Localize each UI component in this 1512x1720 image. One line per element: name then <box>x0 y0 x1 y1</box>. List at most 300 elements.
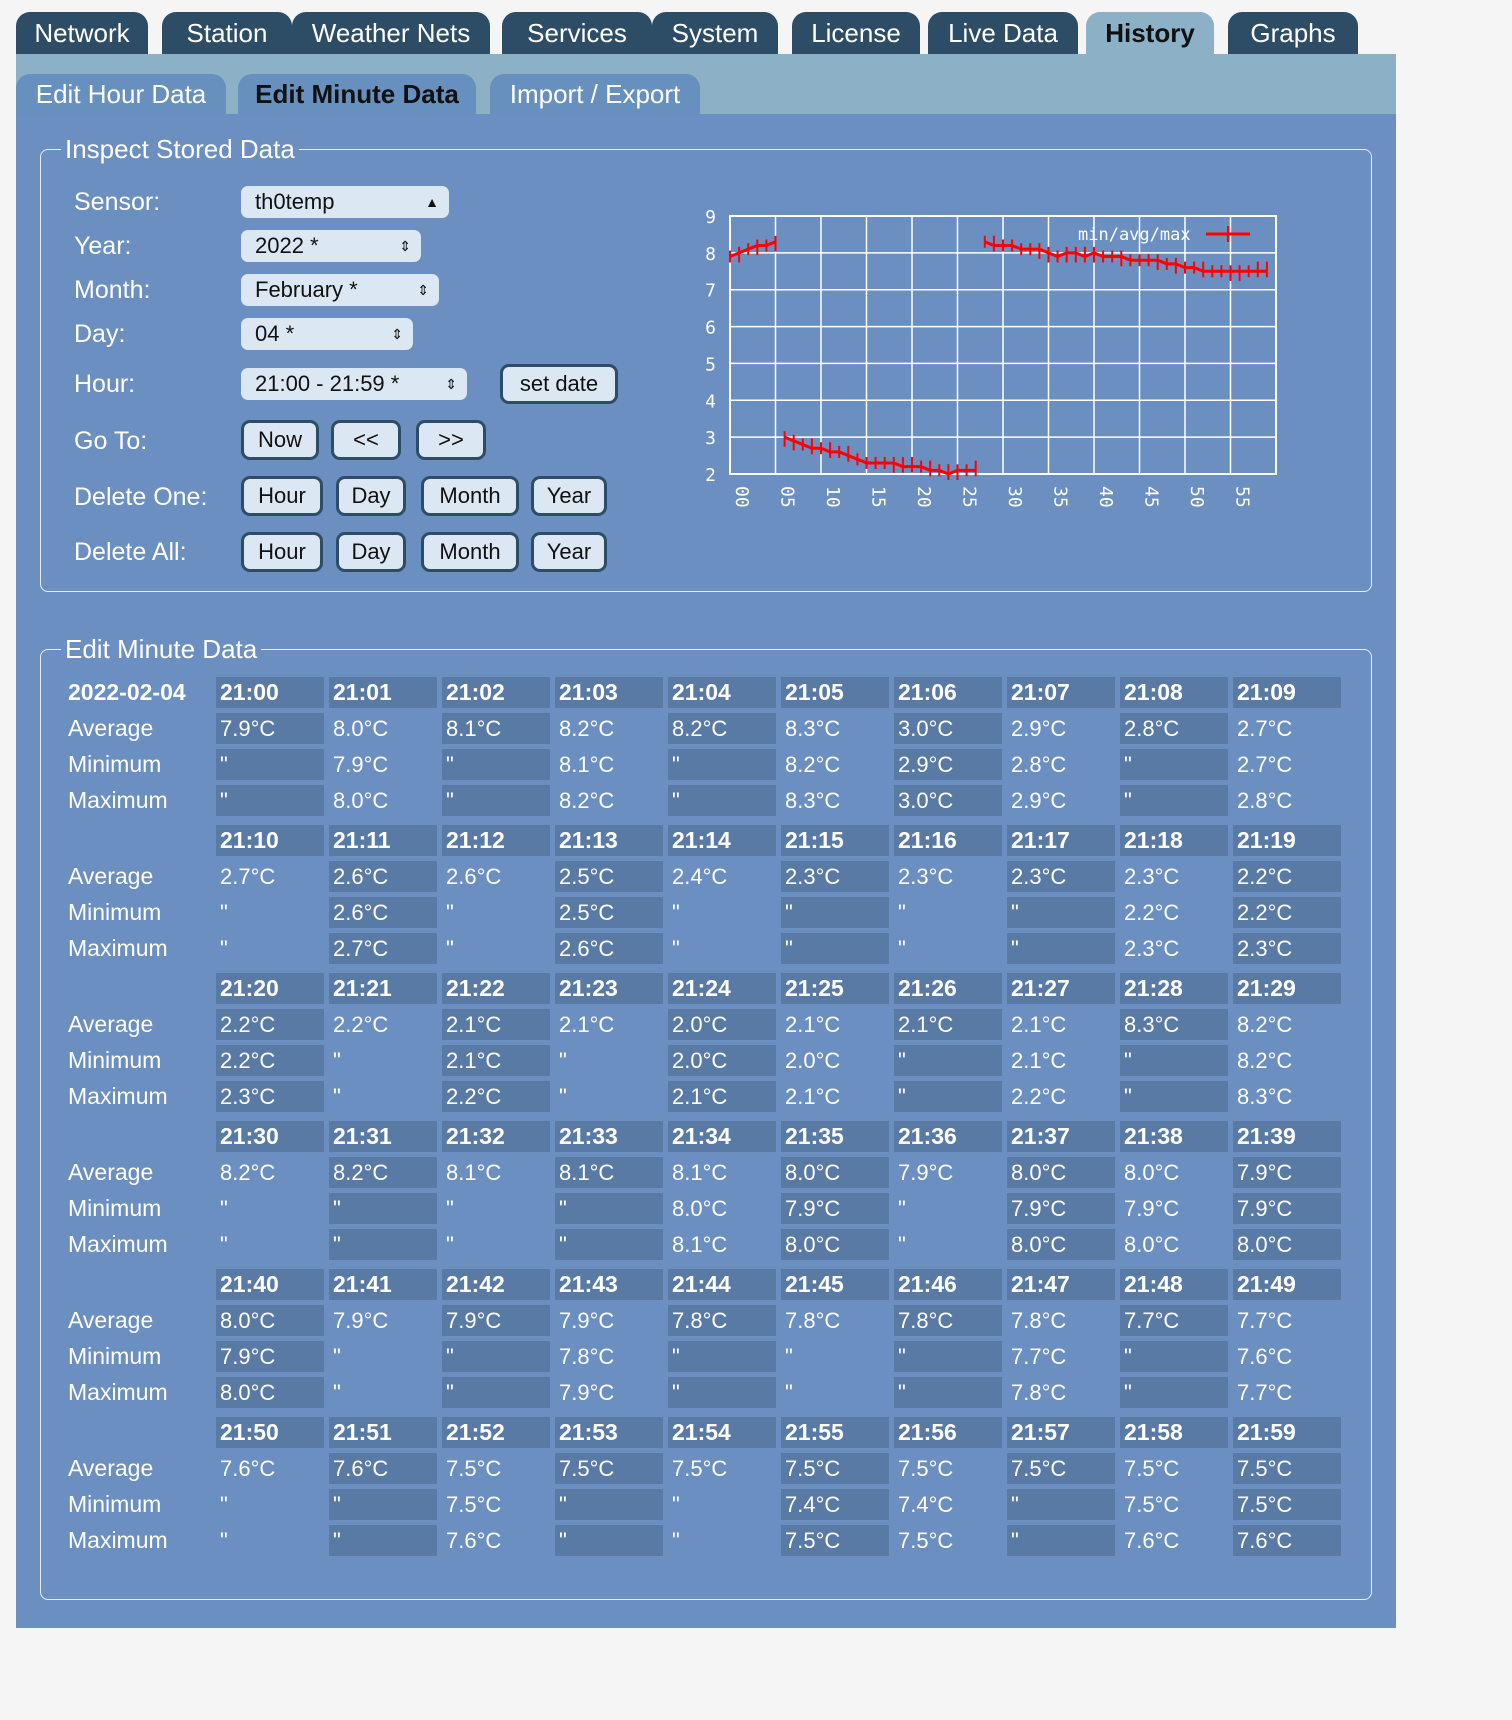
cell-max[interactable]: " <box>329 1229 437 1260</box>
cell-max[interactable]: 7.5°C <box>781 1525 889 1556</box>
y-tick-label: 9 <box>705 207 716 228</box>
cell-avg[interactable]: 7.5°C <box>672 1456 728 1481</box>
cell-min[interactable]: 7.9°C <box>333 752 389 777</box>
cell-min[interactable]: " <box>672 900 680 925</box>
cell-max[interactable]: " <box>216 785 324 816</box>
cell-min[interactable]: 8.2°C <box>785 752 841 777</box>
cell-min[interactable]: " <box>442 749 550 780</box>
cell-avg[interactable]: 2.1°C <box>1011 1012 1067 1037</box>
minute-header: 21:45 <box>781 1269 889 1300</box>
delete-all-label: Delete All: <box>74 538 187 566</box>
cell-avg[interactable]: 2.7°C <box>1237 716 1293 741</box>
cell-min[interactable]: 2.1°C <box>1011 1048 1067 1073</box>
cell-avg[interactable]: 7.8°C <box>894 1305 1002 1336</box>
cell-min[interactable]: " <box>216 749 324 780</box>
cell-max[interactable]: 3.0°C <box>894 785 1002 816</box>
cell-min[interactable]: " <box>898 900 906 925</box>
cell-max[interactable]: " <box>898 936 906 961</box>
cell-avg[interactable]: 2.3°C <box>1007 861 1115 892</box>
tab-weather-nets[interactable]: Weather Nets <box>292 12 490 54</box>
cell-max[interactable]: " <box>1120 785 1228 816</box>
y-tick-label: 3 <box>705 428 716 450</box>
year-select[interactable] <box>241 230 421 262</box>
minute-header: 21:12 <box>442 825 550 856</box>
cell-min[interactable]: " <box>894 1045 1002 1076</box>
cell-min[interactable]: " <box>333 1344 341 1369</box>
cell-avg[interactable]: 8.2°C <box>220 1160 276 1185</box>
cell-avg[interactable]: 7.5°C <box>1233 1453 1341 1484</box>
minute-header: 21:48 <box>1120 1269 1228 1300</box>
cell-min[interactable]: 8.1°C <box>559 752 615 777</box>
minute-header: 21:52 <box>442 1417 550 1448</box>
x-tick-label: 35 <box>1049 486 1071 508</box>
subtab-edit-hour-data[interactable]: Edit Hour Data <box>16 74 226 114</box>
cell-avg[interactable]: 8.3°C <box>1120 1009 1228 1040</box>
cell-avg[interactable]: 2.7°C <box>220 864 276 889</box>
cell-avg[interactable]: 2.3°C <box>898 864 954 889</box>
minute-header: 21:50 <box>216 1417 324 1448</box>
cell-max[interactable]: " <box>672 1528 680 1553</box>
minute-header: 21:13 <box>555 825 663 856</box>
cell-min[interactable]: 2.6°C <box>329 897 437 928</box>
cell-min[interactable]: 7.9°C <box>1233 1193 1341 1224</box>
cell-min[interactable]: 2.7°C <box>1237 752 1293 777</box>
cell-min[interactable]: 2.2°C <box>1233 897 1341 928</box>
sensor-select[interactable] <box>241 186 449 218</box>
delete-one-label: Delete One: <box>74 483 208 511</box>
goto-label: Go To: <box>74 427 148 455</box>
cell-avg[interactable]: 3.0°C <box>894 713 1002 744</box>
cell-max[interactable]: 8.0°C <box>1124 1232 1180 1257</box>
cell-min[interactable]: 7.9°C <box>781 1193 889 1224</box>
cell-max[interactable]: 2.1°C <box>785 1084 841 1109</box>
row-label-min: Minimum <box>68 1047 162 1073</box>
x-tick-label: 00 <box>731 486 752 508</box>
cell-min[interactable]: " <box>559 1048 567 1073</box>
cell-max[interactable]: 2.2°C <box>1011 1084 1067 1109</box>
cell-max[interactable]: " <box>894 1081 1002 1112</box>
cell-max[interactable]: 7.8°C <box>1011 1380 1067 1405</box>
row-label-avg: Average <box>68 715 154 741</box>
minute-header: 21:57 <box>1007 1417 1115 1448</box>
cell-min[interactable]: " <box>220 1492 228 1517</box>
cell-avg[interactable]: 7.7°C <box>1120 1305 1228 1336</box>
cell-avg[interactable]: 2.0°C <box>668 1009 776 1040</box>
cell-avg[interactable]: 8.1°C <box>555 1157 663 1188</box>
cell-avg[interactable]: 7.8°C <box>1011 1308 1067 1333</box>
cell-avg[interactable]: 7.9°C <box>559 1308 615 1333</box>
cell-min[interactable]: 7.9°C <box>216 1341 324 1372</box>
cell-avg[interactable]: 8.0°C <box>781 1157 889 1188</box>
cell-max[interactable]: " <box>781 933 889 964</box>
subtab-import-export[interactable]: Import / Export <box>490 74 700 114</box>
cell-avg[interactable]: 8.0°C <box>1007 1157 1115 1188</box>
cell-min[interactable]: " <box>1120 1341 1228 1372</box>
cell-min[interactable]: 7.7°C <box>1011 1344 1067 1369</box>
cell-min[interactable]: " <box>446 900 454 925</box>
cell-avg[interactable]: 2.9°C <box>1011 716 1067 741</box>
minute-header: 21:28 <box>1120 973 1228 1004</box>
minute-header: 21:55 <box>781 1417 889 1448</box>
cell-avg[interactable]: 2.3°C <box>781 861 889 892</box>
cell-max[interactable]: " <box>672 936 680 961</box>
minute-header: 21:26 <box>894 973 1002 1004</box>
cell-min[interactable]: " <box>894 1341 1002 1372</box>
cell-max[interactable]: 7.7°C <box>1237 1380 1293 1405</box>
cell-max[interactable]: 2.8°C <box>1237 788 1293 813</box>
cell-min[interactable]: 2.1°C <box>442 1045 550 1076</box>
tab-history[interactable]: History <box>1086 12 1214 54</box>
delete-all-month-button[interactable]: Month <box>421 532 519 572</box>
row-label-max: Maximum <box>68 1231 168 1257</box>
select-arrows-icon: ⇕ <box>391 326 403 342</box>
cell-avg[interactable]: 2.1°C <box>442 1009 550 1040</box>
minute-header: 21:27 <box>1007 973 1115 1004</box>
cell-max[interactable]: 2.7°C <box>329 933 437 964</box>
cell-max[interactable]: " <box>442 1377 550 1408</box>
tab-services[interactable]: Services <box>502 12 652 54</box>
cell-max[interactable]: " <box>333 1380 341 1405</box>
cell-min[interactable]: 7.8°C <box>559 1344 615 1369</box>
row-label-avg: Average <box>68 1307 154 1333</box>
cell-avg[interactable]: 8.0°C <box>1124 1160 1180 1185</box>
cell-min[interactable]: " <box>1007 1489 1115 1520</box>
cell-max[interactable]: " <box>446 936 454 961</box>
month-select[interactable] <box>241 274 439 306</box>
minute-header: 21:46 <box>894 1269 1002 1300</box>
minute-header: 21:36 <box>894 1121 1002 1152</box>
select-arrows-icon: ⇕ <box>399 238 411 254</box>
minute-header: 21:59 <box>1233 1417 1341 1448</box>
cell-avg[interactable]: 7.9°C <box>1233 1157 1341 1188</box>
minute-header: 21:35 <box>781 1121 889 1152</box>
cell-min[interactable]: 2.8°C <box>1011 752 1067 777</box>
cell-min[interactable]: " <box>446 1196 454 1221</box>
cell-avg[interactable]: 7.5°C <box>898 1456 954 1481</box>
delete-all-day-button[interactable]: Day <box>336 532 406 572</box>
minute-header: 21:11 <box>329 825 437 856</box>
cell-avg[interactable]: 2.3°C <box>1124 864 1180 889</box>
day-value: 04 * <box>255 321 295 346</box>
cell-min[interactable]: " <box>329 1193 437 1224</box>
cell-avg[interactable]: 7.8°C <box>785 1308 841 1333</box>
cell-avg[interactable]: 8.1°C <box>672 1160 728 1185</box>
cell-min[interactable]: 2.9°C <box>894 749 1002 780</box>
cell-max[interactable]: 8.0°C <box>333 788 389 813</box>
cell-avg[interactable]: 8.0°C <box>333 716 389 741</box>
select-arrows-icon: ⇕ <box>417 282 429 298</box>
cell-avg[interactable]: 2.5°C <box>555 861 663 892</box>
hour-select[interactable] <box>241 368 467 400</box>
cell-avg[interactable]: 8.0°C <box>216 1305 324 1336</box>
cell-avg[interactable]: 2.2°C <box>1233 861 1341 892</box>
cell-min[interactable]: 7.9°C <box>1124 1196 1180 1221</box>
delete-one-hour-button[interactable]: Hour <box>241 476 323 516</box>
minute-header: 21:06 <box>894 677 1002 708</box>
cell-avg[interactable]: 7.9°C <box>442 1305 550 1336</box>
x-tick-label: 05 <box>776 486 798 508</box>
cell-min[interactable]: " <box>329 1489 437 1520</box>
cell-max[interactable]: 2.1°C <box>668 1081 776 1112</box>
cell-min[interactable]: " <box>220 900 228 925</box>
cell-avg[interactable]: 2.1°C <box>785 1012 841 1037</box>
minute-header: 21:23 <box>555 973 663 1004</box>
cell-min[interactable]: " <box>442 1341 550 1372</box>
cell-max[interactable]: " <box>1007 1525 1115 1556</box>
cell-max[interactable]: " <box>668 1377 776 1408</box>
cell-max[interactable]: 8.0°C <box>1007 1229 1115 1260</box>
cell-max[interactable]: " <box>220 1232 228 1257</box>
cell-avg[interactable]: 2.6°C <box>329 861 437 892</box>
cell-max[interactable]: 8.0°C <box>1233 1229 1341 1260</box>
cell-max[interactable]: " <box>668 785 776 816</box>
row-label-avg: Average <box>68 1159 154 1185</box>
tab-station[interactable]: Station <box>162 12 292 54</box>
cell-avg[interactable]: 7.9°C <box>898 1160 954 1185</box>
cell-avg[interactable]: 8.2°C <box>559 716 615 741</box>
minute-header: 21:58 <box>1120 1417 1228 1448</box>
cell-avg[interactable]: 2.4°C <box>672 864 728 889</box>
row-label-max: Maximum <box>68 1527 168 1553</box>
cell-avg[interactable]: 2.8°C <box>1120 713 1228 744</box>
cell-avg[interactable]: 2.2°C <box>216 1009 324 1040</box>
cell-min[interactable]: " <box>1120 1045 1228 1076</box>
minute-header: 21:29 <box>1233 973 1341 1004</box>
row-label-avg: Average <box>68 1455 154 1481</box>
cell-min[interactable]: 7.5°C <box>1124 1492 1180 1517</box>
delete-one-month-button[interactable]: Month <box>421 476 519 516</box>
cell-max[interactable]: " <box>220 936 228 961</box>
cell-max[interactable]: " <box>442 785 550 816</box>
cell-avg[interactable]: 7.9°C <box>333 1308 389 1333</box>
minute-header: 21:02 <box>442 677 550 708</box>
y-tick-label: 8 <box>705 243 716 265</box>
cell-max[interactable]: 2.3°C <box>216 1081 324 1112</box>
cell-min[interactable]: 2.0°C <box>785 1048 841 1073</box>
goto-now-button[interactable]: Now <box>241 420 319 460</box>
minute-header: 21:30 <box>216 1121 324 1152</box>
minute-chart <box>676 204 1356 564</box>
cell-min[interactable]: " <box>785 1344 793 1369</box>
cell-min[interactable]: " <box>1007 897 1115 928</box>
cell-min[interactable]: " <box>555 1193 663 1224</box>
minute-header: 21:17 <box>1007 825 1115 856</box>
delete-all-hour-button[interactable]: Hour <box>241 532 323 572</box>
minute-header: 21:20 <box>216 973 324 1004</box>
cell-min[interactable]: 7.5°C <box>446 1492 502 1517</box>
cell-max[interactable]: 7.5°C <box>898 1528 954 1553</box>
cell-min[interactable]: 7.6°C <box>1237 1344 1293 1369</box>
cell-avg[interactable]: 2.1°C <box>559 1012 615 1037</box>
x-tick-label: 50 <box>1186 486 1207 508</box>
cell-min[interactable]: " <box>898 1196 906 1221</box>
minute-header: 21:54 <box>668 1417 776 1448</box>
minute-header: 21:49 <box>1233 1269 1341 1300</box>
cell-min[interactable]: " <box>668 749 776 780</box>
row-label-min: Minimum <box>68 1343 162 1369</box>
cell-max[interactable]: " <box>329 1525 437 1556</box>
cell-max[interactable]: 8.0°C <box>216 1377 324 1408</box>
cell-max[interactable]: " <box>220 1528 228 1553</box>
row-label-min: Minimum <box>68 1491 162 1517</box>
minute-header: 21:10 <box>216 825 324 856</box>
minute-header: 21:43 <box>555 1269 663 1300</box>
hour-label: Hour: <box>74 370 136 398</box>
hour-value: 21:00 - 21:59 * <box>255 371 400 396</box>
cell-min[interactable]: 7.9°C <box>1007 1193 1115 1224</box>
cell-max[interactable]: 7.6°C <box>1233 1525 1341 1556</box>
y-tick-label: 2 <box>705 465 716 486</box>
cell-max[interactable]: 7.9°C <box>559 1380 615 1405</box>
minute-header: 21:21 <box>329 973 437 1004</box>
cell-max[interactable]: " <box>1007 933 1115 964</box>
cell-min[interactable]: " <box>333 1048 341 1073</box>
cell-avg[interactable]: 8.1°C <box>442 713 550 744</box>
content-panel <box>16 114 1396 1628</box>
cell-max[interactable]: " <box>1120 1377 1228 1408</box>
edit-legend: Edit Minute Data <box>65 634 258 664</box>
cell-max[interactable]: 8.3°C <box>785 788 841 813</box>
tab-graphs[interactable]: Graphs <box>1228 12 1358 54</box>
cell-avg[interactable]: 7.5°C <box>1124 1456 1180 1481</box>
cell-avg[interactable]: 7.7°C <box>1237 1308 1293 1333</box>
minute-header: 21:53 <box>555 1417 663 1448</box>
cell-max[interactable]: " <box>555 1229 663 1260</box>
minute-header: 21:18 <box>1120 825 1228 856</box>
tab-network[interactable]: Network <box>16 12 148 54</box>
minute-header: 21:33 <box>555 1121 663 1152</box>
cell-max[interactable]: 8.3°C <box>1237 1084 1293 1109</box>
cell-min[interactable]: 7.4°C <box>898 1492 954 1517</box>
cell-avg[interactable]: 2.6°C <box>446 864 502 889</box>
y-tick-label: 7 <box>705 280 716 302</box>
cell-max[interactable]: 2.9°C <box>1011 788 1067 813</box>
cell-avg[interactable]: 2.1°C <box>894 1009 1002 1040</box>
tab-system[interactable]: System <box>652 12 778 54</box>
minute-header: 21:01 <box>329 677 437 708</box>
x-tick-label: 25 <box>958 486 980 508</box>
minute-header: 21:39 <box>1233 1121 1341 1152</box>
cell-max[interactable]: 2.3°C <box>1233 933 1341 964</box>
cell-max[interactable]: " <box>898 1232 906 1257</box>
cell-max[interactable]: 8.1°C <box>672 1232 728 1257</box>
minute-header: 21:22 <box>442 973 550 1004</box>
cell-min[interactable]: " <box>781 897 889 928</box>
tab-live-data[interactable]: Live Data <box>928 12 1078 54</box>
x-tick-label: 15 <box>867 486 889 508</box>
minute-header: 21:00 <box>216 677 324 708</box>
set-date-button[interactable]: set date <box>500 364 618 404</box>
minute-header: 21:42 <box>442 1269 550 1300</box>
row-label-max: Maximum <box>68 1083 168 1109</box>
delete-one-year-button[interactable]: Year <box>531 476 607 516</box>
cell-max[interactable]: " <box>785 1380 793 1405</box>
cell-min[interactable]: " <box>220 1196 228 1221</box>
cell-max[interactable]: " <box>446 1232 454 1257</box>
goto-prev-button[interactable]: << <box>331 420 401 460</box>
cell-max[interactable]: 7.6°C <box>1124 1528 1180 1553</box>
cell-max[interactable]: 2.3°C <box>1124 936 1180 961</box>
row-label-avg: Average <box>68 863 154 889</box>
x-tick-label: 45 <box>1140 486 1162 508</box>
subtab-edit-minute-data[interactable]: Edit Minute Data <box>238 74 476 114</box>
day-label: Day: <box>74 320 126 348</box>
cell-min[interactable]: " <box>672 1492 680 1517</box>
cell-avg[interactable]: 7.6°C <box>220 1456 276 1481</box>
cell-min[interactable]: 2.2°C <box>1124 900 1180 925</box>
cell-avg[interactable]: 8.3°C <box>785 716 841 741</box>
cell-avg[interactable]: 7.8°C <box>668 1305 776 1336</box>
cell-avg[interactable]: 7.5°C <box>1007 1453 1115 1484</box>
minute-header: 21:24 <box>668 973 776 1004</box>
cell-min[interactable]: 2.5°C <box>555 897 663 928</box>
cell-avg[interactable]: 8.2°C <box>1237 1012 1293 1037</box>
cell-avg[interactable]: 7.5°C <box>446 1456 502 1481</box>
cell-avg[interactable]: 8.1°C <box>446 1160 502 1185</box>
cell-min[interactable]: 2.0°C <box>668 1045 776 1076</box>
month-value: February * <box>255 277 358 302</box>
cell-min[interactable]: 7.4°C <box>781 1489 889 1520</box>
goto-next-button[interactable]: >> <box>416 420 486 460</box>
cell-max[interactable]: 8.0°C <box>781 1229 889 1260</box>
x-tick-label: 40 <box>1095 486 1116 508</box>
minute-header: 21:08 <box>1120 677 1228 708</box>
cell-avg[interactable]: 2.2°C <box>333 1012 389 1037</box>
cell-max[interactable]: 2.6°C <box>555 933 663 964</box>
row-label-max: Maximum <box>68 1379 168 1405</box>
minute-header: 21:40 <box>216 1269 324 1300</box>
cell-avg[interactable]: 7.9°C <box>216 713 324 744</box>
cell-min[interactable]: " <box>668 1341 776 1372</box>
select-arrows-icon: ▲ <box>425 194 439 210</box>
month-label: Month: <box>74 276 151 304</box>
delete-one-day-button[interactable]: Day <box>336 476 406 516</box>
minute-header: 21:51 <box>329 1417 437 1448</box>
cell-max[interactable]: " <box>1120 1081 1228 1112</box>
cell-avg[interactable]: 7.5°C <box>781 1453 889 1484</box>
day-select[interactable] <box>241 318 413 350</box>
minute-header: 21:19 <box>1233 825 1341 856</box>
minute-header: 21:31 <box>329 1121 437 1152</box>
minute-header: 21:16 <box>894 825 1002 856</box>
cell-max[interactable]: 2.2°C <box>442 1081 550 1112</box>
cell-avg[interactable]: 8.2°C <box>329 1157 437 1188</box>
cell-avg[interactable]: 8.2°C <box>668 713 776 744</box>
row-label-max: Maximum <box>68 935 168 961</box>
cell-avg[interactable]: 7.6°C <box>329 1453 437 1484</box>
cell-min[interactable]: 7.5°C <box>1233 1489 1341 1520</box>
cell-avg[interactable]: 7.5°C <box>555 1453 663 1484</box>
y-tick-label: 5 <box>705 354 716 376</box>
delete-all-year-button[interactable]: Year <box>531 532 607 572</box>
minute-header: 21:47 <box>1007 1269 1115 1300</box>
minute-header: 21:44 <box>668 1269 776 1300</box>
cell-min[interactable]: 8.0°C <box>672 1196 728 1221</box>
cell-min[interactable]: " <box>1120 749 1228 780</box>
x-tick-label: 55 <box>1231 486 1253 508</box>
cell-min[interactable]: 8.2°C <box>1237 1048 1293 1073</box>
cell-max[interactable]: " <box>559 1084 567 1109</box>
cell-min[interactable]: " <box>555 1489 663 1520</box>
cell-max[interactable]: 7.6°C <box>446 1528 502 1553</box>
cell-max[interactable]: 8.2°C <box>559 788 615 813</box>
cell-max[interactable]: " <box>555 1525 663 1556</box>
tab-license[interactable]: License <box>792 12 920 54</box>
minute-header: 21:03 <box>555 677 663 708</box>
cell-min[interactable]: 2.2°C <box>216 1045 324 1076</box>
cell-max[interactable]: " <box>894 1377 1002 1408</box>
cell-max[interactable]: " <box>333 1084 341 1109</box>
